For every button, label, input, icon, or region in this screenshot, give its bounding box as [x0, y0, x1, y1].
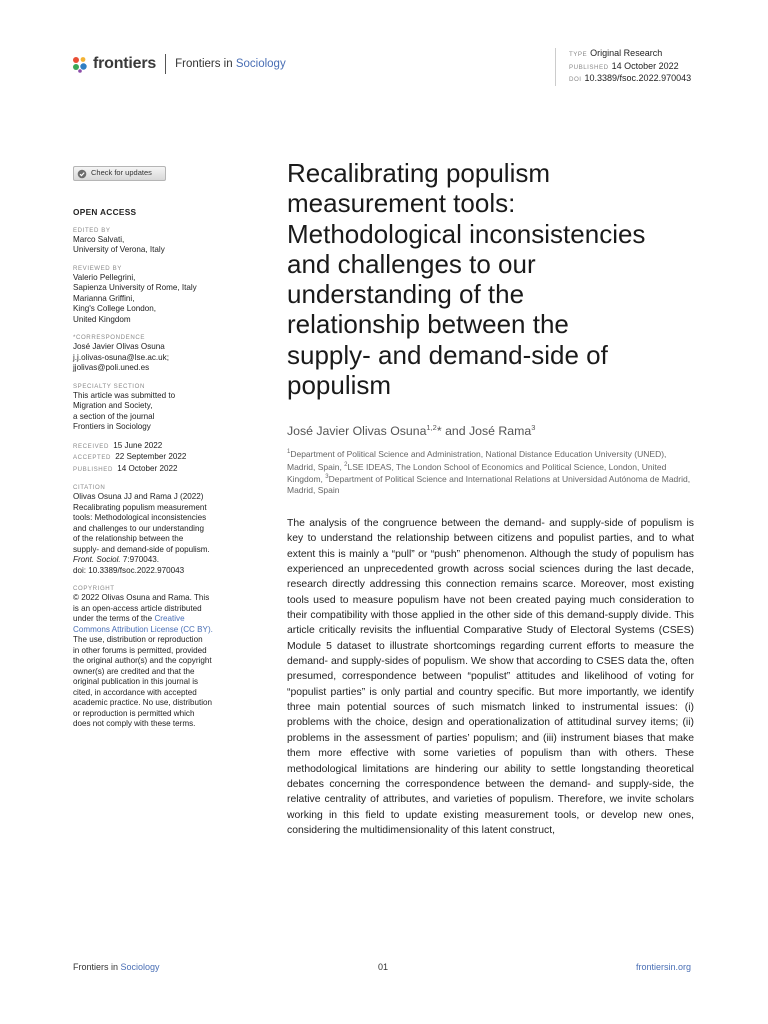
frontiers-logo-icon	[72, 56, 89, 73]
article-meta	[555, 48, 691, 86]
abstract	[287, 516, 694, 838]
license-link[interactable]: Creative	[154, 614, 185, 623]
dates-block	[73, 441, 238, 476]
article-title: Recalibrating populism measurement tools: Methodological inconsistencies and challenges to our understanding of the relationship between the supply- and demand-side of populism	[287, 158, 646, 401]
frontiers-logo	[72, 54, 286, 74]
article-sidebar	[73, 166, 238, 730]
edited-by-heading: EDITED BY	[73, 226, 111, 234]
copyright-info: © 2022 Olivas Osuna and Rama. This is an open-access article distributed under the terms of the Creative Commons Attribution License (CC BY). The use, distribution or reproduction in other forums is permitted, provided the original author(s) and the copyright owner(s) are credited and that the original publication in this journal is cited, in accordance with accepted academic practice. No use, distribution or reproduction is permitted which does not comply with these terms.	[73, 593, 213, 728]
meta-doi: DOI 10.3389/fsoc.2022.970043	[569, 73, 692, 83]
reviewer-info: Valerio Pellegrini, Sapienza University of Rome, Italy Marianna Griffini, King's College London, United Kingdom	[73, 272, 197, 324]
footer-website-link[interactable]: frontiersin.org	[636, 962, 692, 972]
brand-name: frontiers	[93, 55, 157, 72]
author-2[interactable]: José Rama	[469, 424, 532, 439]
affiliations: $^1$Department of Political Science and Administration, National Distance Education University (UNED), Madrid, Spain, $^2$LSE IDEAS, The London School of Economics and Political Science, London, United Kingdom, $^3$Department of Political Science and International Relations at Universidad Autónoma de Madrid, Madrid, Spain	[287, 448, 691, 495]
author-1[interactable]: José Javier Olivas Osuna	[287, 424, 427, 439]
page-number: 01	[378, 962, 389, 972]
correspondence-info: José Javier Olivas Osuna j.j.olivas-osuna@lse.ac.uk; jjolivas@poli.uned.es	[73, 342, 238, 374]
meta-type: TYPE Original Research	[569, 48, 663, 58]
email-link-2[interactable]: jjolivas@poli.uned.es	[73, 363, 150, 372]
editor-info: Marco Salvati, University of Verona, Italy	[73, 234, 165, 254]
abstract-text: The analysis of the congruence between the demand- and supply-side of populism is key to understand the relationship between citizens and populist parties, and to what extent this is mainly a “pull” or “push” phenomenon. Although the study of populism has experienced an unprecedented growth across social sciences during the last decade, research directly addressing this connection remains scarce. Moreover, most existing tools used to measure populism have not been created paying much consideration to their compatibility with those applied in the other side of this demand-supply divide. This article critically revisits the influential Comparative Study of Electoral Systems (CSES) Module 5 dataset to illustrate shortcomings regarding current efforts to measure the demand- and supply-sides of populism. We show that according to CSES data the, often presumed, correspondence between “populist” attitudes and likelihood of voting for “populist parties” is only partial and country specific. But more importantly, we identify three main potential sources of such mismatch linked to instrumental issues: (i) problems with the choice, design and operationalization of attitudinal survey items; (ii) problems in the assessment of parties’ populism; and (iii) instrument biases that make them more effective with some varieties of populism than with others. These methodological limitations are hindering our ability to settle longstanding theoretical debates concerning the correspondence between the demand- and supply-side, the relative centrality of attributes, and varieties of populism. Therefore, we invite scholars working in this field to update existing measurement tools, or develop new ones, considering the multidimensionality of this latent construct,	[287, 518, 694, 836]
footer-journal: Frontiers in Sociology	[73, 962, 160, 972]
license-link-cont[interactable]: Commons Attribution License (CC BY).	[73, 624, 213, 634]
specialty-heading: SPECIALTY SECTION	[73, 382, 145, 390]
citation-heading: CITATION	[73, 484, 106, 491]
journal-name: Frontiers in Sociology	[175, 58, 286, 70]
accepted-date: ACCEPTED 22 September 2022	[73, 452, 187, 461]
reviewed-by-heading: REVIEWED BY	[73, 264, 122, 272]
published-date: PUBLISHED 14 October 2022	[73, 463, 178, 473]
author-list: José Javier Olivas Osuna$^{1,2}$* and José Rama$^3$	[287, 423, 536, 439]
received-date: RECEIVED 15 June 2022	[73, 440, 163, 450]
open-access-label: OPEN ACCESS	[73, 207, 137, 217]
citation-info: Olivas Osuna JJ and Rama J (2022) Recalibrating populism measurement tools: Methodological inconsistencies and challenges to our understanding of the relationship between the supply- and demand-side of populism. Front. Sociol. 7:970043. doi: 10.3389/fsoc.2022.970043	[73, 492, 210, 575]
copyright-heading: COPYRIGHT	[73, 585, 115, 592]
check-updates-icon	[77, 169, 87, 179]
logo-separator	[165, 54, 166, 74]
email-link-1[interactable]: j.j.olivas-osuna@lse.ac.uk;	[73, 352, 169, 362]
specialty-info: This article was submitted to Migration and Society, a section of the journal Frontiers in Sociology	[73, 390, 176, 431]
meta-published: PUBLISHED 14 October 2022	[569, 60, 679, 71]
check-for-updates-button[interactable]: Check for updates	[73, 166, 166, 181]
correspondence-heading: *CORRESPONDENCE	[73, 334, 145, 341]
